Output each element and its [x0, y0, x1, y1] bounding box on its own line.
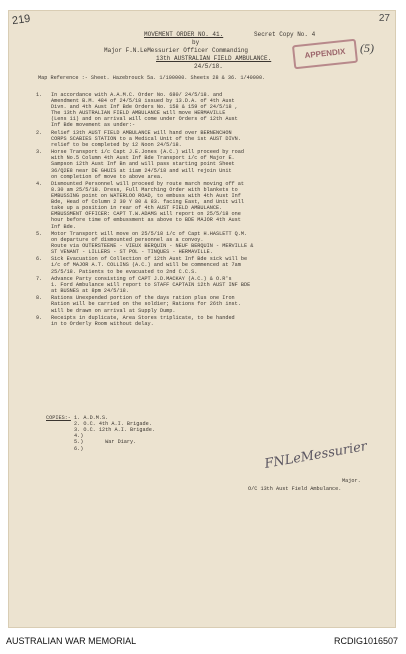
- copy-line: 1. A.D.M.S.: [74, 415, 109, 422]
- copy-line: 6.): [74, 445, 84, 452]
- signature-rank: Major.: [342, 478, 361, 484]
- item-line: Inf Bde.: [51, 223, 76, 230]
- item-line: with No.5 Column 4th Aust Inf Bde Transport i/c of Major E.: [51, 155, 235, 162]
- item-line: on completion of move to above area.: [51, 173, 164, 180]
- item-line: i/c of MAJOR A.T. COLLINS (A.C.) and will be commenced at 7am: [51, 262, 241, 269]
- appendix-stamp: APPENDIX: [292, 39, 358, 70]
- item-number: 9.: [36, 314, 43, 321]
- item-line: Horse Transport i/c Capt J.E.Jones (A.C.) will proceed by road: [51, 149, 245, 156]
- item-number: 7.: [36, 275, 43, 282]
- item-number: 6.: [36, 256, 43, 263]
- by-line: by: [192, 39, 200, 46]
- item-line: hour before time of embussment as above to BDE MAJOR 4th Aust: [51, 217, 241, 224]
- item-line: in to Orderly Room without delay.: [51, 320, 154, 327]
- copies-block: [46, 415, 155, 452]
- unit-line: 13th AUSTRALIAN FIELD AMBULANCE.: [156, 55, 272, 62]
- item-line: relief to be completed by 12 Noon 24/5/18.: [51, 141, 182, 148]
- item-line: Bde, Head of Column 2 30 Y 80 & 83. facing East, and Unit will: [51, 199, 245, 206]
- item-line: take up a position in rear of 4th AUST FIELD AMBULANCE.: [51, 205, 223, 212]
- item-line: 1. Ford Ambulance will report to STAFF CAPTAIN 12th AUST INF BDE: [51, 281, 251, 288]
- file-number: 219: [11, 12, 32, 28]
- item-line: 36/Q2E8 near DE GHUIS at 11am 24/5/18 and will rejoin Unit: [51, 167, 232, 174]
- order-item: [36, 181, 386, 230]
- item-line: Advance Party consisting of CAPT J.D.MACKAY (A.C.) & O.R's: [51, 275, 232, 282]
- copy-line: 4.): [74, 433, 84, 440]
- secret-copy: Secret Copy No. 4: [254, 31, 316, 38]
- item-line: Dismounted Personnel will proceed by route march moving off at: [51, 180, 245, 187]
- copies-label: COPIES:-: [46, 415, 71, 421]
- item-line: Divn. and 4th Aust Inf Bde Orders No. 158 & 159 of 24/5/18 ,: [51, 104, 238, 111]
- order-item: [36, 130, 386, 148]
- order-items: [36, 92, 386, 328]
- item-number: 3.: [36, 149, 43, 156]
- copy-line: 2. O.C. 4th A.I. Brigade.: [74, 421, 152, 428]
- signature-role: O/C 13th Aust Field Ambulance.: [248, 486, 342, 492]
- item-line: ST VENANT - LILLERS - ST POL - TINQUES - HERMAVILLE.: [51, 249, 213, 256]
- item-line: In accordance with A.A.M.C. Order No. 680/ 24/5/18. and: [51, 92, 223, 98]
- item-line: Motor Transport will move on 25/5/18 i/c of Capt H.HASLETT Q.M.: [51, 230, 248, 237]
- document-page: [8, 10, 396, 628]
- page-number: 27: [378, 13, 390, 24]
- item-number: 1.: [36, 92, 43, 98]
- footer-archive-name: AUSTRALIAN WAR MEMORIAL: [6, 636, 137, 646]
- order-item: [36, 315, 386, 327]
- handwritten-signature: FNLeMessurier: [263, 439, 369, 472]
- order-item: [36, 92, 386, 129]
- item-line: Route via OUTERSTEENE - VIEUX BERQUIN - NEUF BERQUIN - MERVILLE &: [51, 243, 254, 249]
- copy-line: 3. O.C. 12th A.I. Brigade.: [74, 427, 155, 434]
- item-line: Receipts in duplicate, Area Stores triplicate, to be handed: [51, 314, 235, 321]
- item-line: The 13th AUSTRALIAN FIELD AMBULANCE will move HERMAVILLE: [51, 110, 226, 117]
- item-line: Sick Evacuation of Collection of 12th Aust Inf Bde sick will be: [51, 256, 248, 263]
- item-line: 8.30 am 25/5/18. Dress, Full Marching Order with blankets to: [51, 186, 238, 193]
- item-number: 2.: [36, 129, 43, 136]
- item-line: CORPS SCABIES STATION to a Medical Unit of the 1st AUST DIVN.: [51, 135, 241, 142]
- order-item: [36, 256, 386, 274]
- item-line: Amendment B.M. 484 of 24/5/18 issued by 13.D.A. of 4th Aust: [51, 98, 235, 105]
- footer-record-id: RCDIG1016507: [333, 636, 398, 646]
- order-item: [36, 231, 386, 255]
- item-line: EMBUSSING point on WATERLOO ROAD, to embuss with 4th Aust Inf: [51, 193, 241, 200]
- item-number: 4.: [36, 180, 43, 187]
- copy-line: 5.) War Diary.: [74, 439, 137, 446]
- circled-number: (5): [360, 41, 374, 55]
- item-line: will be drawn on arrival at Supply Dump.: [51, 307, 176, 314]
- item-line: at BUSNES at 8pm 24/5/18.: [51, 288, 129, 295]
- item-line: Ration will be carried on the soldier; Rations for 26th inst.: [51, 301, 241, 308]
- item-number: 8.: [36, 295, 43, 302]
- item-line: EMBUSSMENT OFFICER: CAPT T.W.ADAMS will report on 25/5/18 one: [51, 211, 241, 218]
- item-number: 5.: [36, 230, 43, 237]
- item-line: Inf Bde movement as under:-: [51, 122, 136, 129]
- item-line: Relief 13th AUST FIELD AMBULANCE will hand over BERNENCHON: [51, 129, 232, 136]
- item-line: 25/5/18. Patients to be evacuated to 2nd C.C.S.: [51, 268, 198, 275]
- order-item: [36, 276, 386, 294]
- item-line: on departure of dismounted personnel as a convoy.: [51, 236, 204, 243]
- order-title: MOVEMENT ORDER NO. 41.: [144, 31, 224, 38]
- order-item: [36, 295, 386, 313]
- author-line: Major F.N.LeMessurier Officer Commanding: [104, 47, 249, 54]
- date-line: 24/5/18.: [194, 63, 223, 70]
- order-item: [36, 149, 386, 179]
- map-reference: Map Reference :- Sheet. Hazebrouck 5a. 1/100000. Sheets 28 & 36. 1/40000.: [38, 75, 266, 81]
- item-line: (Lens 11) and on arrival will come under Orders of 12th Aust: [51, 116, 238, 123]
- item-line: Rations Unexpended portion of the days ration plus one Iron: [51, 295, 235, 302]
- item-line: Sampson 12th Aust Inf Bn and will pass starting point Sheet: [51, 161, 235, 168]
